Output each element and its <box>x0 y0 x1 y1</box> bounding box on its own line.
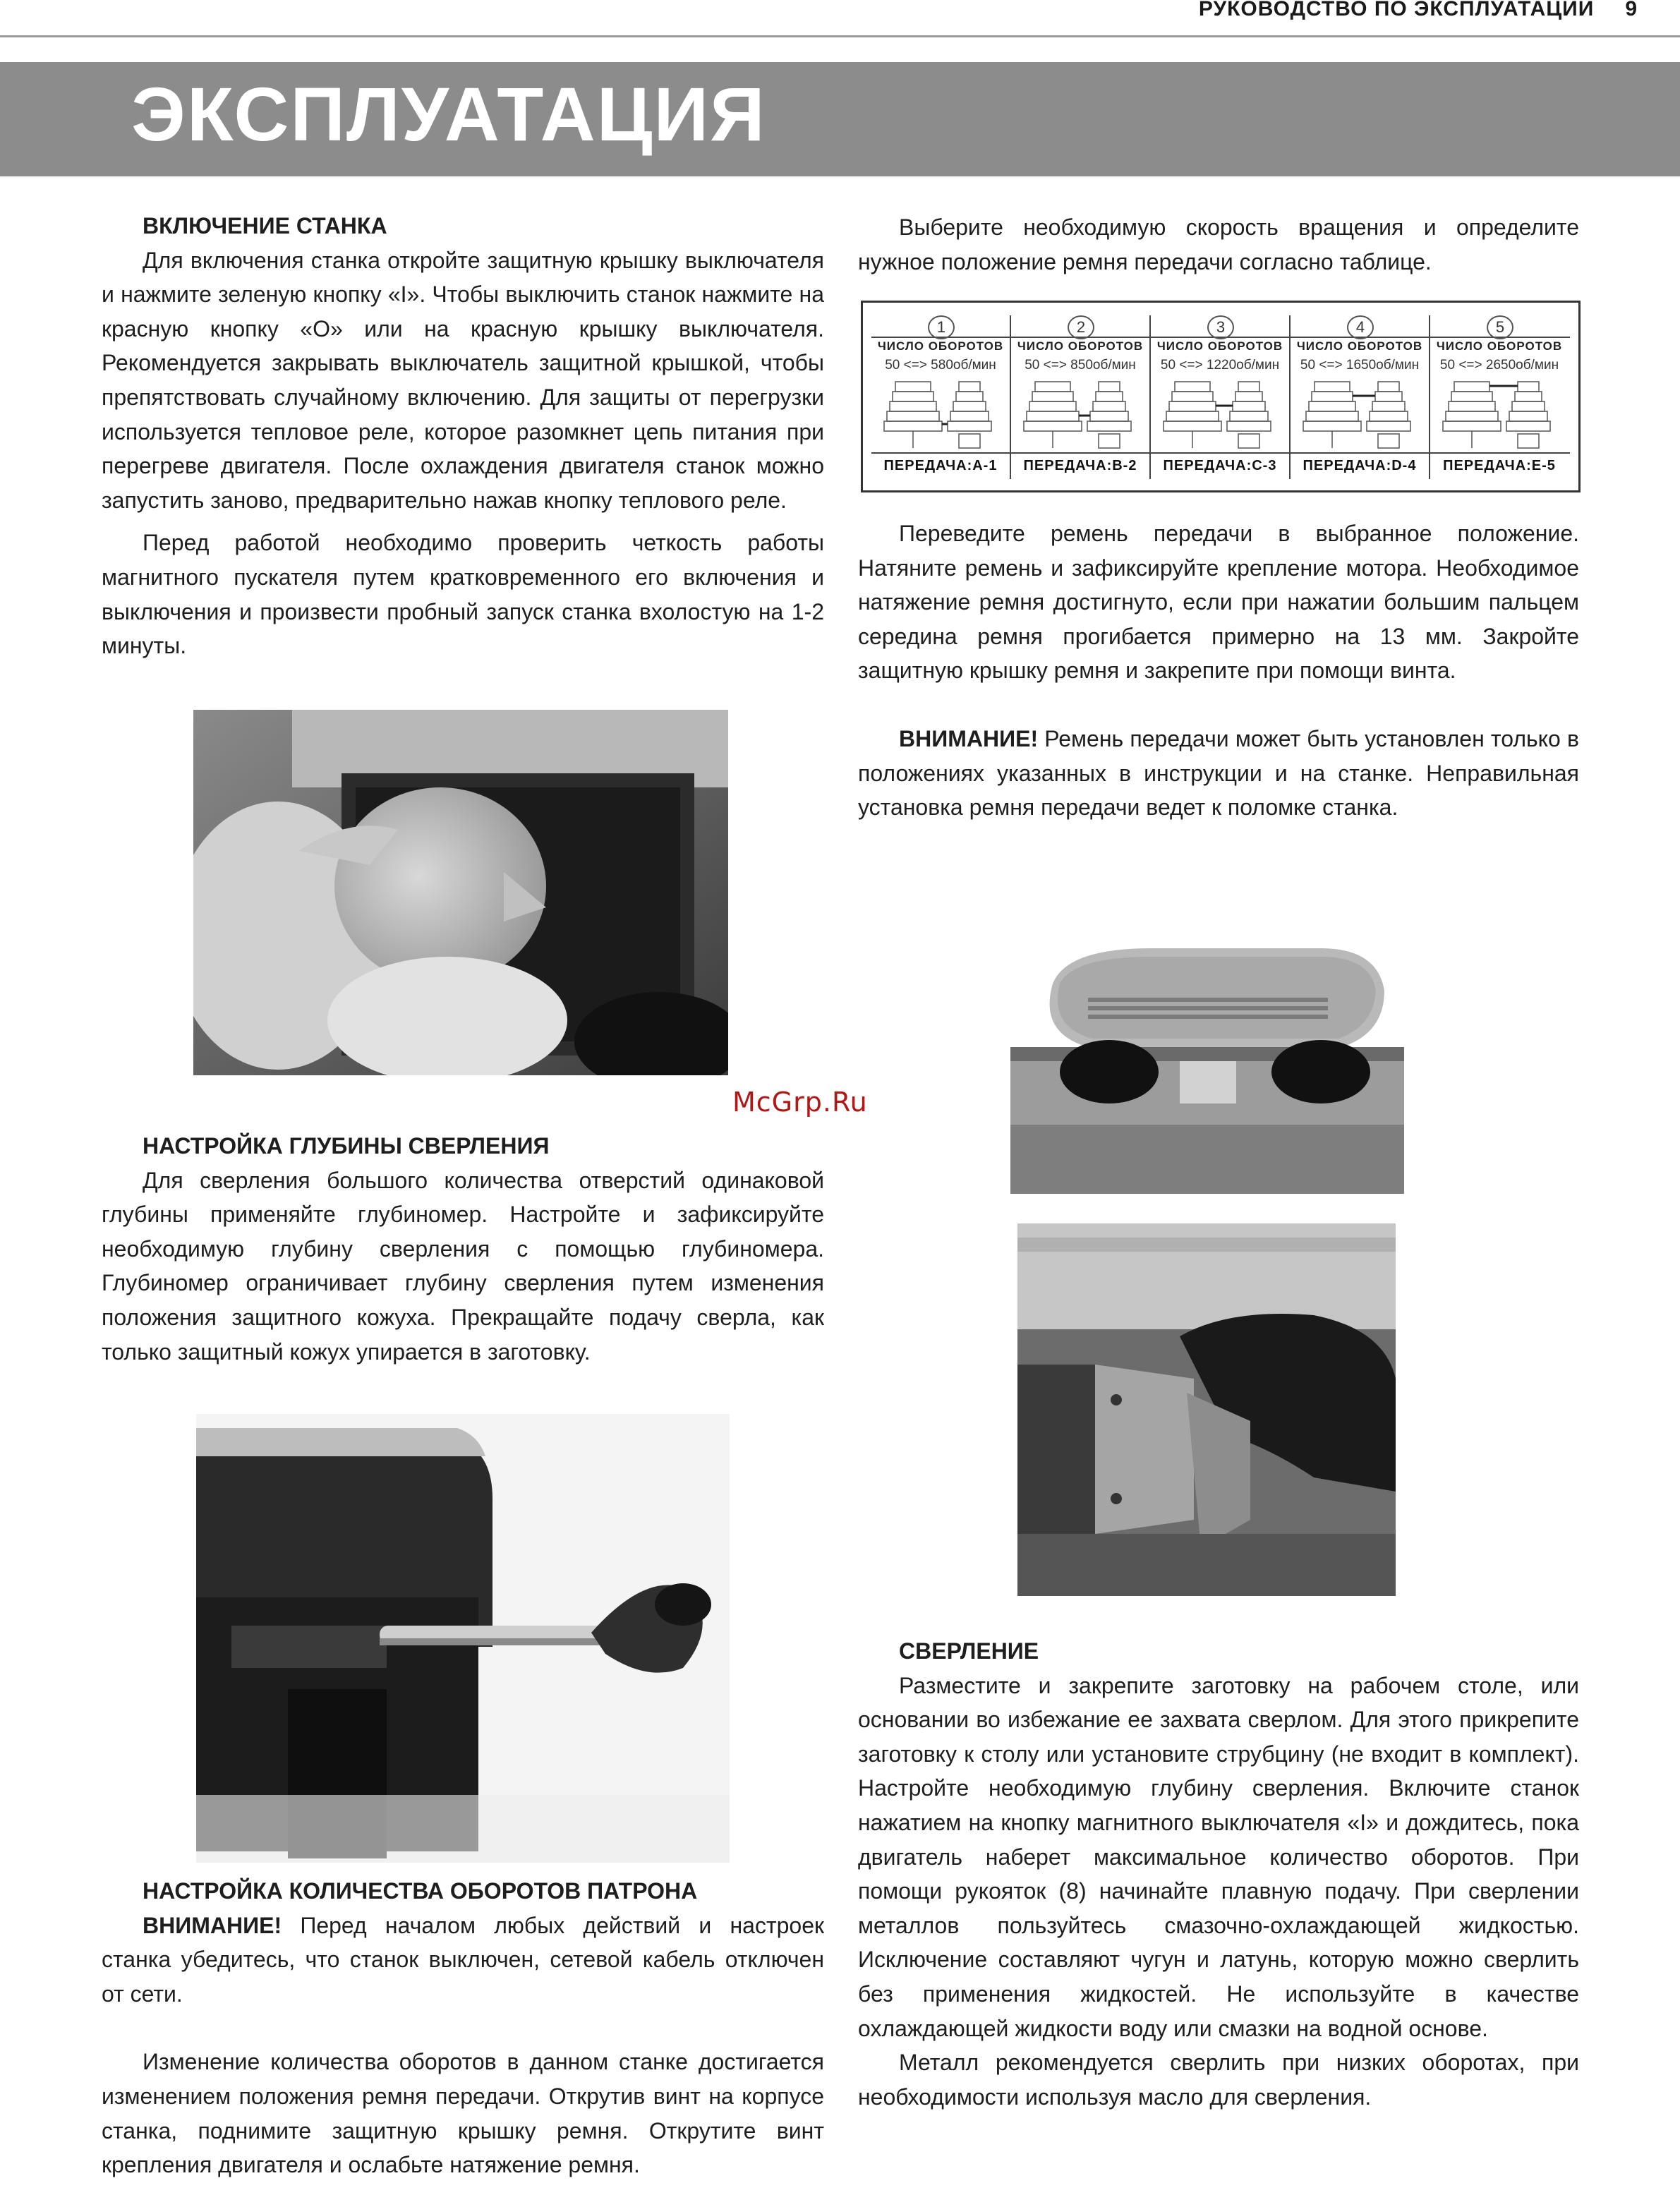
paragraph: Металл рекомендуется сверлить при низких оборотах, при необходимости используя масло для сверления. <box>858 2050 1579 2110</box>
page-number: 9 <box>1625 0 1638 20</box>
speed-cell <box>871 315 1010 479</box>
running-header <box>1199 0 1638 21</box>
rpm-label: ЧИСЛО ОБОРОТОВ <box>1436 339 1563 353</box>
photo-motor-adjust <box>1017 1223 1396 1596</box>
pulley-diagram <box>1154 377 1286 451</box>
belt-position-label: ПЕРЕДАЧА:C-3 <box>1163 458 1277 473</box>
warning-label: ВНИМАНИЕ! <box>143 1912 282 1938</box>
warning-paragraph <box>858 722 1579 825</box>
position-number: 1 <box>928 315 955 339</box>
speed-cell <box>1011 315 1149 479</box>
rpm-label: ЧИСЛО ОБОРОТОВ <box>1017 339 1144 353</box>
rpm-range: 50 <=> 850об/мин <box>1025 358 1136 373</box>
speed-cell <box>1151 315 1289 479</box>
paragraph: Для сверления большого количества отверстий одинаковой глубины применяйте глубиномер. Настройте и зафиксируйте необходимую глубину сверления с помощью глубиномера. Глубиномер ограничивает глубину сверления путем изменения положения защитного кожуха. Прекращайте подачу сверла, как только защитный кожух упирается в заготовку. <box>102 1167 824 1365</box>
paragraph: Изменение количества оборотов в данном станке достигается изменением положения ремня передачи. Открутив винт на корпусе станка, поднимите защитную крышку ремня. Открутите винт крепления двигателя и ослабьте натяжение ремня. <box>102 2049 824 2178</box>
right-column-bottom <box>858 1634 1579 2114</box>
section-title-drilling: СВЕРЛЕНИЕ <box>899 1638 1039 1664</box>
position-number: 4 <box>1347 315 1374 339</box>
belt-speed-table <box>861 301 1581 492</box>
belt-position-label: ПЕРЕДАЧА:D-4 <box>1303 458 1417 473</box>
header-rule <box>0 35 1680 37</box>
warning-text: Перед началом любых действий и настроек станка убедитесь, что станок выключен, сетевой кабель отключен от сети. <box>102 1912 824 2007</box>
paragraph: Разместите и закрепите заготовку на рабочем столе, или основании во избежание ее захвата сверлом. Для этого прикрепите заготовку к столу или установите струбцину (не входит в комплект). Настройте необходимую глубину сверления. Включите станок нажатием на кнопку магнитного выключателя «I» и дождитесь, пока двигатель наберет максимальное количество оборотов. При помощи рукояток (8) начинайте плавную подачу. При сверлении металлов пользуйтесь смазочно-охлаждающей жидкостью. Исключение составляют чугун и латунь, которую можно сверлить без применения жидкостей. Не используйте в качестве охлаждающей жидкости воду или смазки на водной основе. <box>858 1672 1579 2041</box>
warning-paragraph <box>102 1909 824 2012</box>
left-column-middle <box>102 1129 824 1369</box>
page-title: ЭКСПЛУАТАЦИЯ <box>131 71 766 157</box>
left-column-bottom <box>102 1874 824 2182</box>
belt-position-label: ПЕРЕДАЧА:E-5 <box>1443 458 1556 473</box>
section-title-drill-depth: НАСТРОЙКА ГЛУБИНЫ СВЕРЛЕНИЯ <box>143 1133 550 1159</box>
photo-belt-cover <box>1010 941 1404 1194</box>
photo-switch <box>193 710 728 1075</box>
paragraph: Для включения станка откройте защитную крышку выключателя и нажмите зеленую кнопку «I». Чтобы выключить станок нажмите на красную кнопку «O» или на красную крышку выключателя. Рекомендуется закрывать выключатель защитной крышкой, чтобы препятствовать случайному включению. Для защиты от перегрузки используется тепловое реле, которое разомкнет цепь питания при перегреве двигателя. После охлаждения двигателя станок можно запустить заново, предварительно нажав кнопку теплового реле. <box>102 247 824 513</box>
pulley-diagram <box>1433 377 1566 451</box>
rpm-range: 50 <=> 1220об/мин <box>1160 358 1280 373</box>
running-title: РУКОВОДСТВО ПО ЭКСПЛУАТАЦИИ <box>1198 0 1595 20</box>
paragraph: Переведите ремень передачи в выбранное положение. Натяните ремень и зафиксируйте крепление мотора. Необходимое натяжение ремня достигнуто, если при нажатии большим пальцем середина ремня прогибается примерно на 13 мм. Закройте защитную крышку ремня и закрепите при помощи винта. <box>858 521 1579 684</box>
section-title-power-on: ВКЛЮЧЕНИЕ СТАНКА <box>143 213 387 238</box>
speed-cell <box>1291 315 1429 479</box>
position-number: 3 <box>1207 315 1234 339</box>
warning-text: Ремень передачи может быть установлен только в положениях указанных в инструкции и на станке. Неправильная установка ремня передачи ведет к поломке станка. <box>858 725 1579 821</box>
rpm-label: ЧИСЛО ОБОРОТОВ <box>1296 339 1423 353</box>
rpm-label: ЧИСЛО ОБОРОТОВ <box>1156 339 1283 353</box>
section-title-speed-setup: НАСТРОЙКА КОЛИЧЕСТВА ОБОРОТОВ ПАТРОНА <box>143 1878 698 1904</box>
watermark: McGrp.Ru <box>732 1087 868 1118</box>
rpm-range: 50 <=> 580об/мин <box>885 358 996 373</box>
speed-cell <box>1430 315 1569 479</box>
right-column-middle <box>858 516 1579 825</box>
paragraph: Выберите необходимую скорость вращения и определите нужное положение ремня передачи согласно таблице. <box>858 214 1579 274</box>
paragraph: Перед работой необходимо проверить четкость работы магнитного пускателя путем кратковременного его включения и выключения и произвести пробный запуск станка вхолостую на 1-2 минуты. <box>102 530 824 659</box>
belt-position-label: ПЕРЕДАЧА:B-2 <box>1023 458 1137 473</box>
position-number: 5 <box>1487 315 1513 339</box>
right-column-top <box>858 210 1579 279</box>
pulley-diagram <box>1014 377 1147 451</box>
warning-label: ВНИМАНИЕ! <box>899 725 1039 751</box>
photo-depth-gauge <box>196 1414 730 1863</box>
pulley-diagram <box>1293 377 1426 451</box>
position-number: 2 <box>1068 315 1094 339</box>
rpm-range: 50 <=> 1650об/мин <box>1300 358 1420 373</box>
rpm-range: 50 <=> 2650об/мин <box>1439 358 1559 373</box>
rpm-label: ЧИСЛО ОБОРОТОВ <box>877 339 1004 353</box>
belt-position-label: ПЕРЕДАЧА:A-1 <box>883 458 998 473</box>
pulley-diagram <box>874 377 1007 451</box>
left-column-top <box>102 209 824 663</box>
